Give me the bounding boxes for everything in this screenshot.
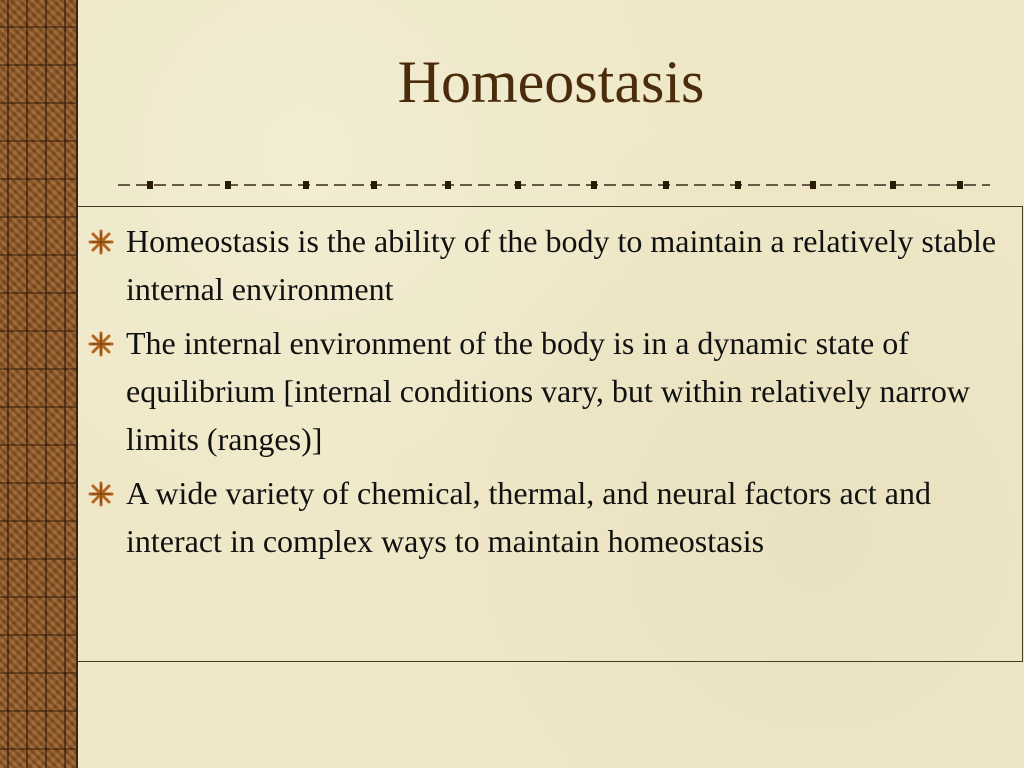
bullet-text: Homeostasis is the ability of the body to maintain a relatively stable internal environment	[126, 223, 997, 307]
bullet-text: The internal environment of the body is in a dynamic state of equilibrium [internal conditions vary, but within relatively narrow limits (ranges)]	[126, 325, 970, 457]
bullet-text: A wide variety of chemical, thermal, and neural factors act and interact in complex ways to maintain homeostasis	[126, 475, 931, 559]
bullet-item	[88, 217, 1018, 313]
bullet-list	[88, 217, 1018, 571]
bullet-item	[88, 319, 1018, 463]
content-box	[78, 206, 1023, 662]
bullet-item	[88, 469, 1018, 565]
decorative-divider	[118, 178, 990, 192]
decorative-border-strip	[0, 0, 76, 768]
slide-title: Homeostasis	[397, 49, 705, 115]
asterisk-star-icon	[88, 331, 114, 357]
asterisk-star-icon	[88, 229, 114, 255]
asterisk-star-icon	[88, 481, 114, 507]
